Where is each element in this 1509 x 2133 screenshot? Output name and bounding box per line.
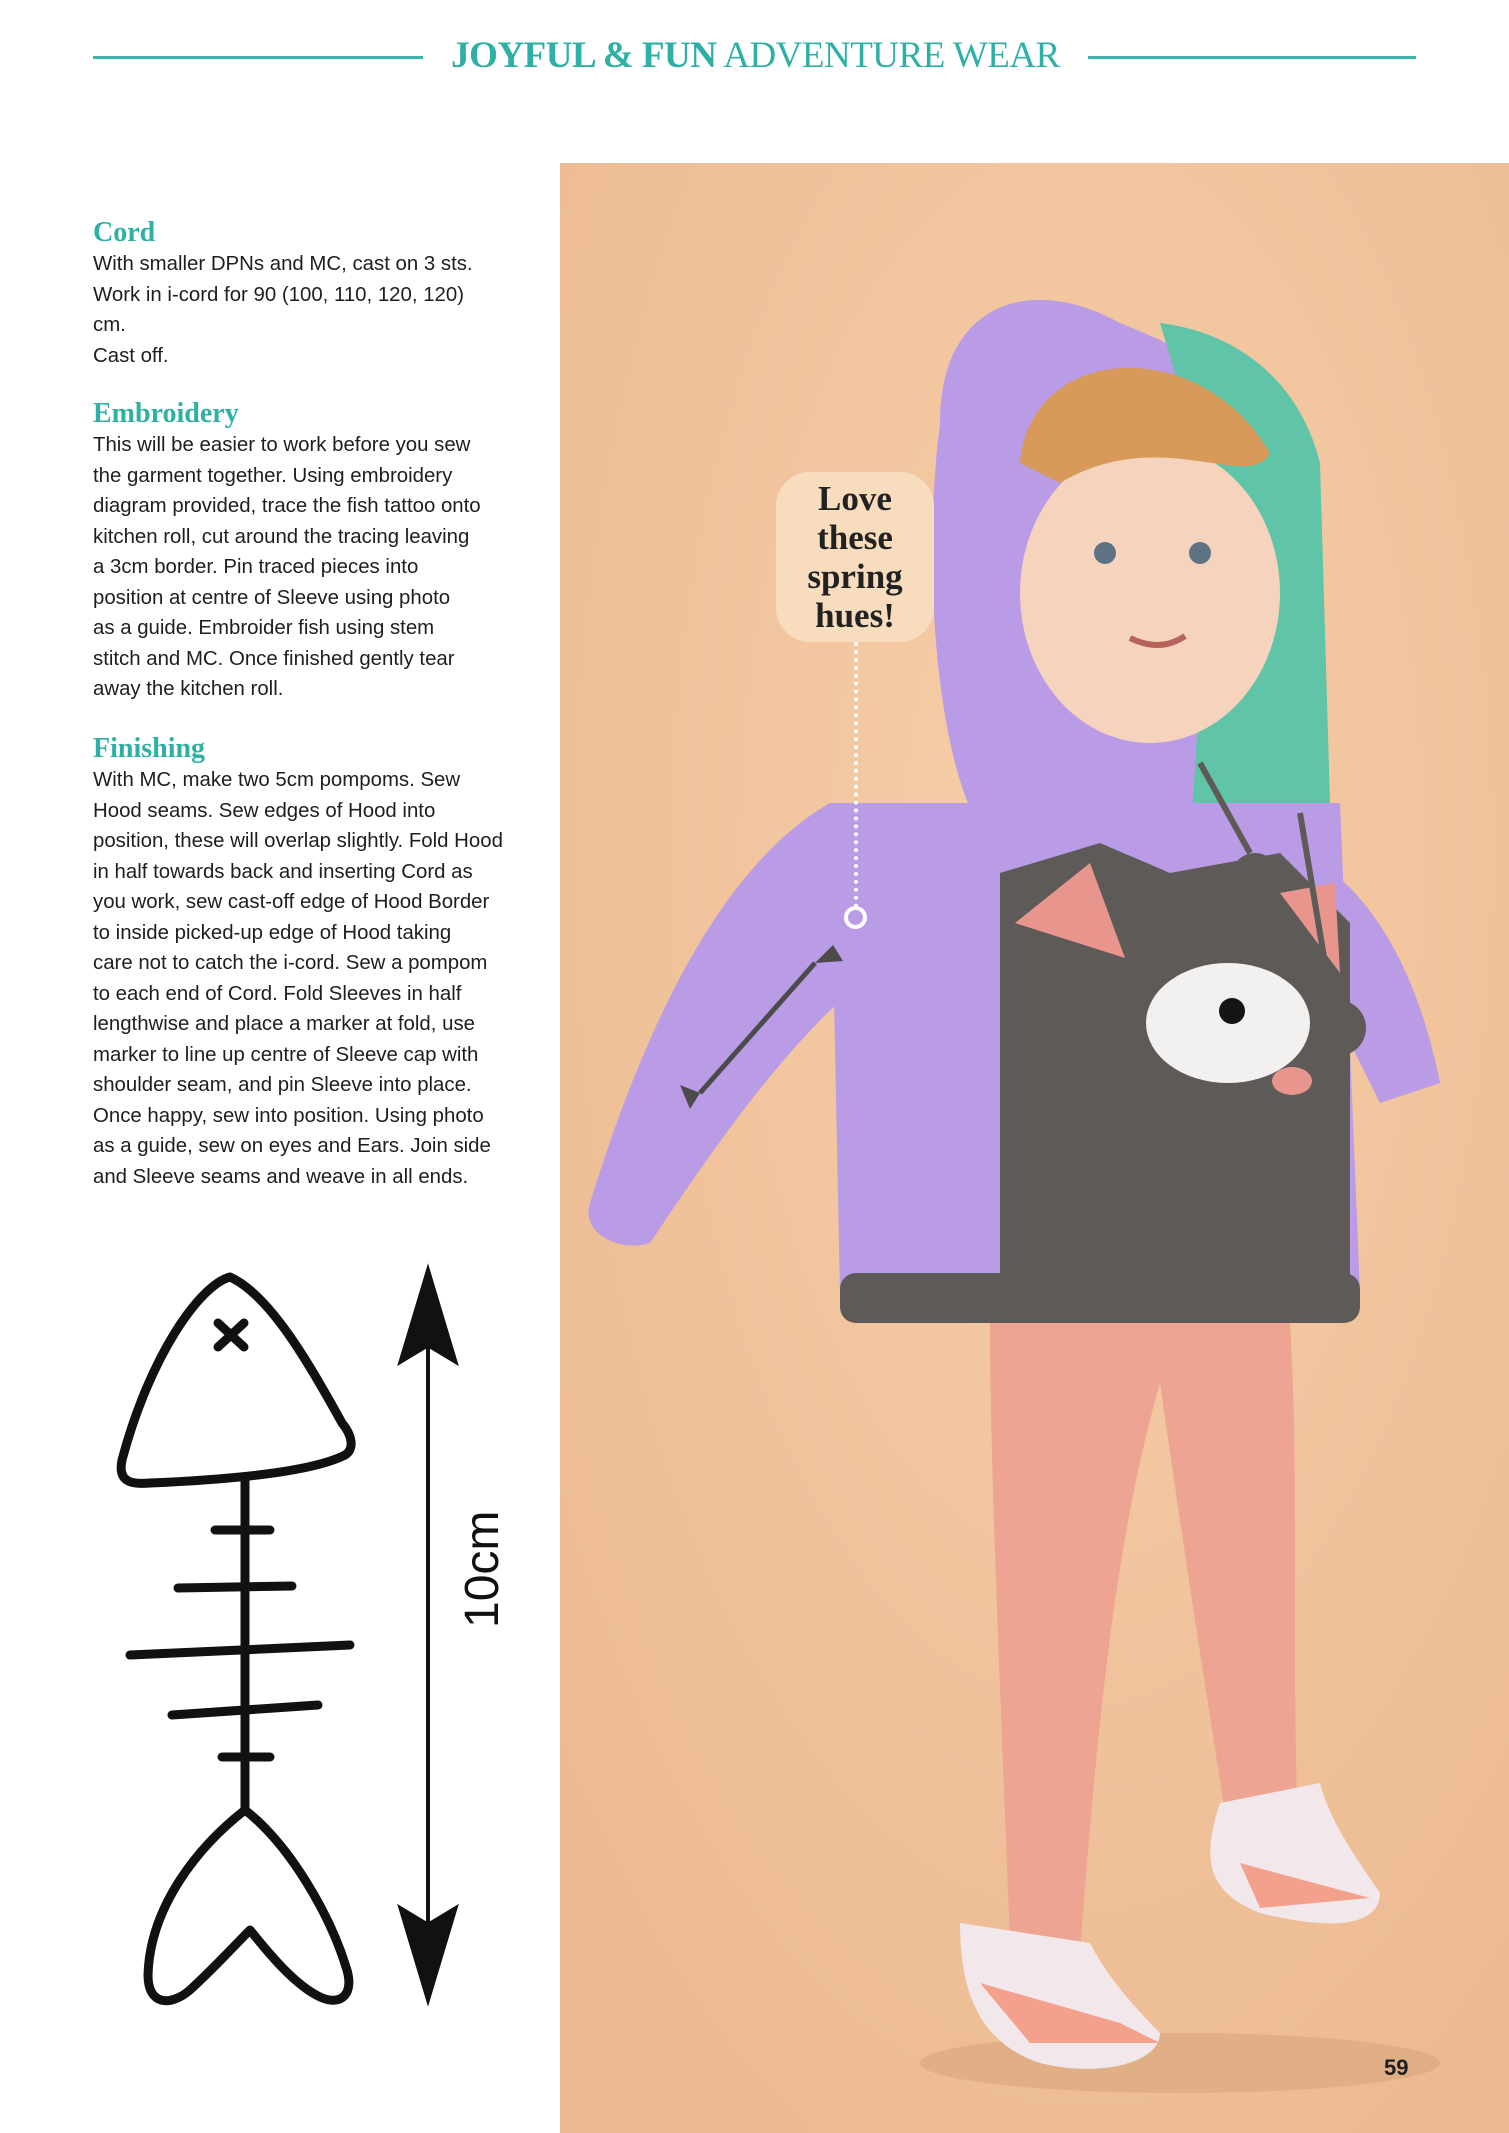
product-photo <box>560 163 1509 2133</box>
header-rule-right <box>1088 56 1416 59</box>
callout-bubble <box>776 472 934 642</box>
header-title-bold: JOYFUL & FUN <box>451 35 717 76</box>
finishing-instructions: With MC, make two 5cm pompoms. Sew Hood seams. Sew edges of Hood into position, these will overlap slightly. Fold Hood in half towards back and inserting Cord as you work, sew cast-off edge of Hood Border to inside picked-up edge of Hood taking care not to catch the i-cord. Sew a pompom to each end of Cord. Fold Sleeves in half lengthwise and place a marker at fold, use marker to line up centre of Sleeve cap with shoulder seam, and pin Sleeve into place. Once happy, sew into position. Using photo as a guide, sew on eyes and Ears. Join side and Sleeve seams and weave in all ends. <box>93 769 503 1188</box>
embroidery-instructions: This will be easier to work before you sew the garment together. Using embroidery diagram provided, trace the fish tattoo onto kitchen roll, cut around the tracing leaving a 3cm border. Pin traced pieces into position at centre of Sleeve using photo as a guide. Embroider fish using stem stitch and MC. Once finished gently tear away the kitchen roll. <box>93 434 481 700</box>
cord-section <box>93 217 533 371</box>
callout-text: Love these spring hues! <box>807 479 903 635</box>
diagram-size-label: 10cm <box>456 1510 509 1628</box>
embroidery-heading: Embroidery <box>93 398 239 429</box>
callout-pointer-dot <box>844 906 867 929</box>
embroidery-diagram <box>110 1255 490 2025</box>
cord-heading: Cord <box>93 217 156 248</box>
embroidery-section <box>93 398 533 705</box>
header-title-rest: ADVENTURE WEAR <box>723 35 1060 76</box>
section-header <box>423 34 1088 77</box>
finishing-section <box>93 733 533 1192</box>
child-wearing-hoodie-illustration <box>560 163 1509 2133</box>
page-number: 59 <box>1384 2055 1409 2080</box>
callout-pointer-line <box>854 642 858 908</box>
fish-skeleton-icon <box>110 1255 490 2025</box>
header-rule-left <box>93 56 423 59</box>
finishing-heading: Finishing <box>93 733 206 764</box>
cord-instructions: With smaller DPNs and MC, cast on 3 sts. Work in i-cord for 90 (100, 110, 120, 120) cm. Cast off. <box>93 253 473 367</box>
